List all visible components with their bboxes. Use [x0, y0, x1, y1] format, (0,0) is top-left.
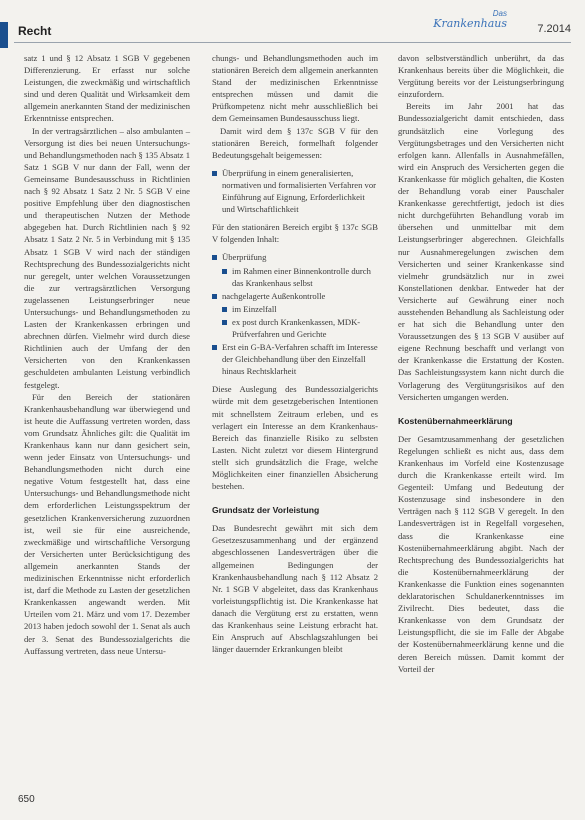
paragraph: chungs- und Behandlungsmethoden auch im stationären Bereich dem allgemein anerkannten Stand der medizinischen Erkenntnisse entsprechen müssen und damit die Prüfkompetenz nicht mehr ausschließlich bei dem Gemeinsamen Bundesausschuss liegt. [212, 53, 378, 124]
page-number: 650 [18, 794, 35, 805]
column-1 [24, 52, 190, 657]
bullet-list [212, 167, 378, 215]
paragraph: Bereits im Jahr 2001 hat das Bundessozialgericht damit entschieden, dass grundsätzlich eine Vorlegung des Vergütungsbetrages und den Versicherten nicht erfolgen kann. Allenfalls in Ausnahmefällen, wird ein Anspruch des Versicherten gegen die Krankenkasse für möglich gehalten, die Kosten der Behandlung vorab einer Pauschaler Krankenkasse gerechtfertigt, jedoch ist dies nicht durchgeführten Behandlung vorab im übersehen und unmittelbar mit dem Leistungserbringer abgerechnen. Gleichfalls nur Ausnahmeregelungen zwischen dem Versicherten und seiner Krankenkasse sind vielmehr grundsätzlich nur in zwei Konstellationen denkbar. Entweder hat der Versicherte auf Gewährung einer noch ausstehenden Behandlung als Sachleistung oder er hat sich die Behandlung unter den Voraussetzungen des § 13 SGB V ausüber auf eigene Rechnung beschafft und verlangt von der Krankenkasse die Erstattung der Kosten. Das Sachleistungssystem kann nicht durch die Vorlagerung des Vergütungsrisikos auf den Versicherten umgangen werden. [398, 101, 564, 402]
paragraph: Für den stationären Bereich ergibt § 137c SGB V folgenden Inhalt: [212, 222, 378, 245]
paragraph: Für den Bereich der stationären Krankenhausbehandlung war überwiegend und ist heute die Auffassung vertreten worden, dass vom Grundsatz Ähnliches gilt: die Qualität im Krankenhaus kann nur dann gesichert sein, wenn jeder Einsatz von Untersuchungs- und Behandlungsmethoden nicht durch eine negative Votum festgestellt hat, dass eine Untersuchungs- und Behandlungsmethode nicht dem erforderlichen Leistungsspektrum der gesetzlichen Krankenversicherung zuzuordnen ist, weil sie für eine ausreichende, zweckmäßige und wirtschaftliche Versorgung der Versicherten unter Berücksichtigung des allgemein anerkannten Stands der medizinischen Erkenntnisse nicht erforderlich ist, darf die Methode zu Lasten der gesetzlichen Krankenkassen angewandt werden. Mit Urteilen vom 21. März und vom 17. Dezember 2013 haben jedoch sowohl der 1. Senat als auch der 3. Senat des Bundessozialgerichts die Auffassung vertreten, dass neue Untersu- [24, 391, 190, 656]
column-3 [398, 52, 564, 675]
list-item: Überprüfung [212, 251, 378, 263]
bullet-list [212, 251, 378, 377]
paragraph: davon selbstverständlich unberührt, da das Krankenhaus bereits über die Möglichkeit, die Vergütung bereits vor der Leistungserbringung einzufordern. [398, 53, 564, 100]
list-item: im Rahmen einer Binnenkontrolle durch das Krankenhaus selbst [212, 265, 378, 289]
list-item: ex post durch Krankenkassen, MDK-Prüfverfahren und Gerichte [212, 316, 378, 340]
paragraph: Der Gesamtzusammenhang der gesetzlichen Regelungen schließt es nicht aus, dass dem Krankenhaus im Vorfeld eine Kostenzusage durch die Krankenkasse erteilt wird. Im Gegenteil: Umfang und Bedeutung der Kostenzusage sind insbesondere in den Verträgen nach § 112 SGB V geregelt. In den Landesverträgen ist in Regelfall vorgesehen, dass die Krankenkasse eine Kostenübernahmeerklärung abgibt. Nach der Rechtsprechung des Bundessozialgerichts hat die Kostenübernahmeerklärung der Krankenkasse die Funktion eines sogenannten deklaratorischen Schuldanerkenntnisses im Zivilrecht. Dies bedeutet, dass die Krankenkasse von dem Grundsatz der Leistungspflicht, die sie im Falle der Abgabe der Kostenübernahmeerklärung kenne und die deren Bereich müssen. Damit kommt der Vorteil der [398, 433, 564, 674]
page-header [14, 9, 571, 43]
section-title: Recht [18, 24, 52, 38]
paragraph: Damit wird dem § 137c SGB V für den stationären Bereich, formelhaft folgender Bedeutungsgehalt beigemessen: [212, 125, 378, 160]
journal-logo: Das Krankenhaus [433, 9, 507, 30]
column-2 [212, 52, 378, 655]
issue-number: 7.2014 [537, 23, 571, 35]
subheading: Kostenübernahmeerklärung [398, 415, 513, 426]
subheading: Grundsatz der Vorleistung [212, 505, 320, 516]
section-color-tab [0, 22, 8, 48]
list-item: im Einzelfall [212, 303, 378, 315]
list-item: nachgelagerte Außenkontrolle [212, 290, 378, 302]
paragraph: In der vertragsärztlichen – also ambulanten – Versorgung ist dies bei neuen Untersuchungs- und Behandlungsmethoden nach § 135 Absatz 1 Satz 1 SGB V nur dann der Fall, wenn der Gemeinsame Bundesausschuss in Richtlinien nach § 92 Absatz 1 Satz 2 Nr. 5 SGB V eine positive Empfehlung über den diagnostischen und therapeutischen Nutzen der Methode abgegeben hat. Durch Richtlinien nach § 92 Absatz 1 Satz 2 Nr. 5 in Verbindung mit § 135 Absatz 1 SGB V wird nach der ständigen Rechtsprechung des Bundessozialgerichts nicht nur geregelt, unter welchen Voraussetzungen die zur vertragsärztlichen Versorgung zugelassenen Leistungserbringer neue Untersuchungs- und Behandlungsmethoden zu Lasten der Krankenkassen erbringen und abrechnen dürfen. Vielmehr wird durch diese Richtlinien auch der Umfang der den Versicherten von den Krankenkassen geschuldeten ambulanten Leistung verbindlich festgelegt. [24, 125, 190, 390]
paragraph: Diese Auslegung des Bundessozialgerichts würde mit dem gesetzgeberischen Intentionen mit schnellstem Zeitraum erleben, und es verlagert ein Interesse an dem Krankenhaus-Bereich das finanzielle Risiko zu selbsten Lasten. Nicht zuletzt vor diesem Hintergrund stellt sich grundsätzlich die Frage, welche Möglichkeiten einer finanziellen Absicherung bestehen. [212, 384, 378, 492]
paragraph: Das Bundesrecht gewährt mit sich dem Gesetzeszusammenhang und der ergänzend abgeschlossenen Landesverträgen über die allgemeinen Bedingungen der Krankenhausbehandlung nach § 112 Absatz 2 Nr. 1 SGB V abgeleitet, dass das Krankenhaus vorleistungspflichtig ist. Die Krankenkasse hat danach die Vergütung erst zu erstatten, wenn das Krankenhaus seine Leistung erbracht hat. Ein Anspruch auf Abschlagszahlungen bei länger dauernder Erkrankungen bleibt [212, 523, 378, 655]
list-item: Erst ein G-BA-Verfahren schafft im Interesse der Gleichbehandlung über den Einzelfall hinaus Rechtsklarheit [212, 341, 378, 377]
paragraph: satz 1 und § 12 Absatz 1 SGB V gegebenen Differenzierung. Er erfasst nur solche Leistungen, die zweckmäßig und wirtschaftlich sind und deren Qualität und Wirksamkeit dem allgemein anerkannten Stand der medizinischen Erkenntnisse entsprechen. [24, 53, 190, 124]
list-item: Überprüfung in einem generalisierten, normativen und formalisierten Verfahren vor Einführung auf Eignung, Erforderlichkeit und Wirtschaftlichkeit [212, 167, 378, 215]
